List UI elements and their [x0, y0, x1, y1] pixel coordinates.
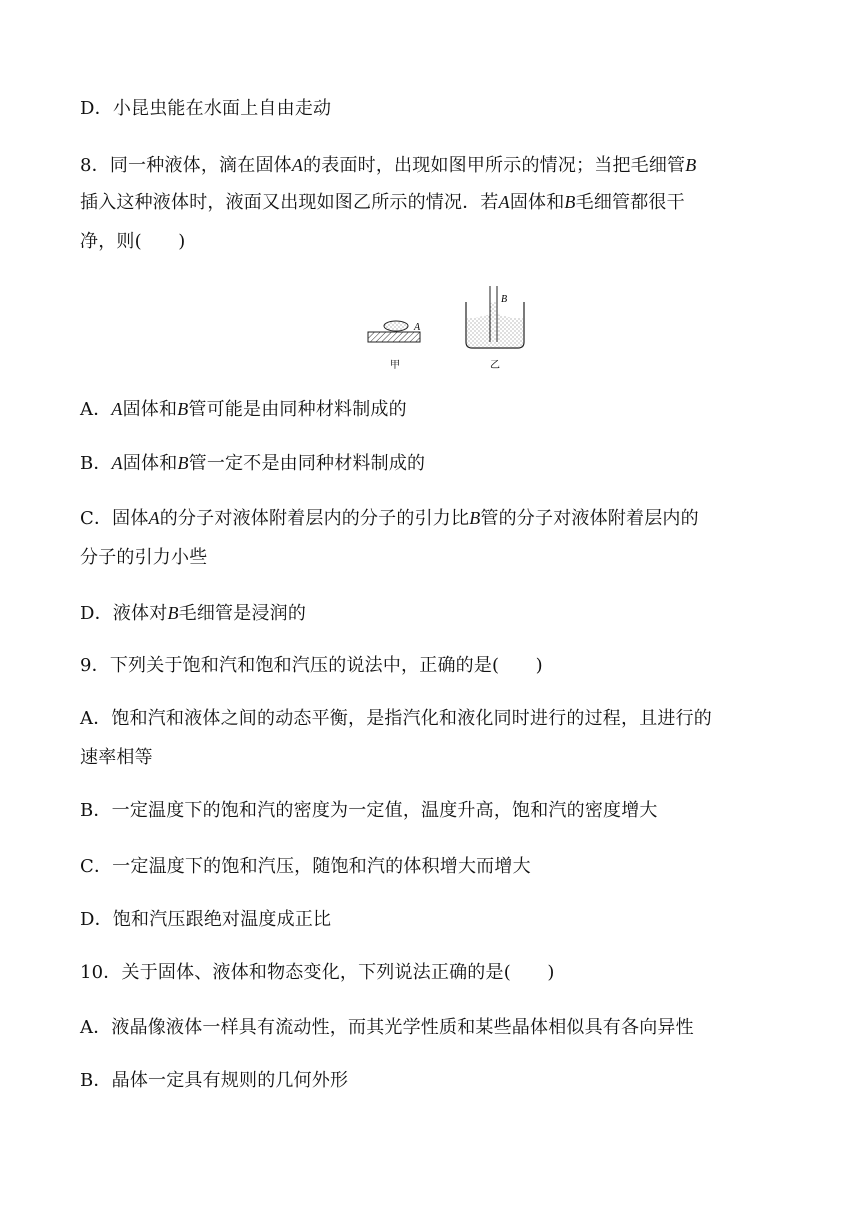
- text: C．固体: [80, 508, 149, 529]
- text: B．: [80, 453, 112, 474]
- var-a: A: [111, 453, 123, 473]
- text: 管的分子对液体附着层内的: [480, 508, 699, 529]
- question-8-option-c-line-1: [80, 507, 785, 530]
- solid-a: [368, 332, 420, 342]
- text: D．小昆虫能在水面上自由走动: [80, 98, 332, 119]
- var-a: A: [498, 192, 510, 212]
- figure-jia-yi: [362, 282, 532, 374]
- question-9-option-d: [80, 909, 785, 931]
- text: B．晶体一定具有规则的几何外形: [80, 1070, 349, 1091]
- text: 8．同一种液体，滴在固体: [80, 155, 292, 176]
- text: 插入这种液体时，液面又出现如图乙所示的情况．若: [80, 192, 499, 213]
- line-q7-option-d: [80, 98, 785, 120]
- text: A．液晶像液体一样具有流动性，而其光学性质和某些晶体相似具有各向异性: [80, 1017, 694, 1038]
- var-a: A: [148, 508, 160, 528]
- text: 固体和: [509, 192, 565, 213]
- text: 毛细管都很干: [575, 192, 685, 213]
- label-a: A: [414, 322, 421, 333]
- var-b: B: [685, 155, 697, 175]
- text: 毛细管是浸润的: [178, 603, 307, 624]
- text: B．一定温度下的饱和汽的密度为一定值，温度升高，饱和汽的密度增大: [80, 800, 658, 821]
- text: D．饱和汽压跟绝对温度成正比: [80, 909, 332, 930]
- text: C．一定温度下的饱和汽压，随饱和汽的体积增大而增大: [80, 856, 531, 877]
- question-10: [80, 962, 785, 984]
- text: 9．下列关于饱和汽和饱和汽压的说法中，正确的是( ): [80, 655, 543, 676]
- question-9-option-c: [80, 856, 785, 878]
- text: 固体和: [122, 399, 178, 420]
- label-b: B: [501, 294, 508, 305]
- text: 管可能是由同种材料制成的: [188, 399, 407, 420]
- var-b: B: [469, 508, 481, 528]
- text: A．: [80, 399, 112, 420]
- question-8-line-2: [80, 191, 785, 214]
- question-8-option-b: [80, 452, 785, 475]
- question-8-option-a: [80, 398, 785, 421]
- question-9: [80, 655, 785, 677]
- text: A．饱和汽和液体之间的动态平衡，是指汽化和液化同时进行的过程，且进行的: [80, 708, 712, 729]
- question-8-line-1: [80, 154, 785, 177]
- text: 的表面时，出现如图甲所示的情况；当把毛细管: [303, 155, 686, 176]
- text: 净，则( ): [80, 231, 186, 252]
- droplet: [384, 321, 408, 331]
- caption-yi: 乙: [490, 360, 500, 371]
- question-10-option-a: [80, 1017, 785, 1039]
- question-8-option-c-line-2: [80, 547, 785, 569]
- text: 固体和: [122, 453, 178, 474]
- text: 管一定不是由同种材料制成的: [188, 453, 426, 474]
- text: 的分子对液体附着层内的分子的引力比: [159, 508, 470, 529]
- var-b: B: [177, 399, 189, 419]
- text: 速率相等: [80, 747, 153, 768]
- liquid-in-tube: [490, 302, 497, 347]
- text: D．液体对: [80, 603, 168, 624]
- var-b: B: [167, 603, 179, 623]
- var-b: B: [177, 453, 189, 473]
- var-b: B: [564, 192, 576, 212]
- question-9-option-b: [80, 800, 785, 822]
- question-8-option-d: [80, 602, 785, 625]
- var-a: A: [111, 399, 123, 419]
- liquid: [497, 314, 523, 347]
- question-10-option-b: [80, 1070, 785, 1092]
- question-8-line-3: [80, 231, 785, 253]
- text: 10．关于固体、液体和物态变化，下列说法正确的是( ): [80, 962, 555, 983]
- question-9-option-a-line-2: [80, 747, 785, 769]
- figure-svg: [362, 282, 532, 374]
- caption-jia: 甲: [390, 360, 400, 371]
- liquid: [467, 314, 490, 347]
- question-9-option-a-line-1: [80, 708, 785, 730]
- var-a: A: [291, 155, 304, 175]
- text: 分子的引力小些: [80, 547, 208, 568]
